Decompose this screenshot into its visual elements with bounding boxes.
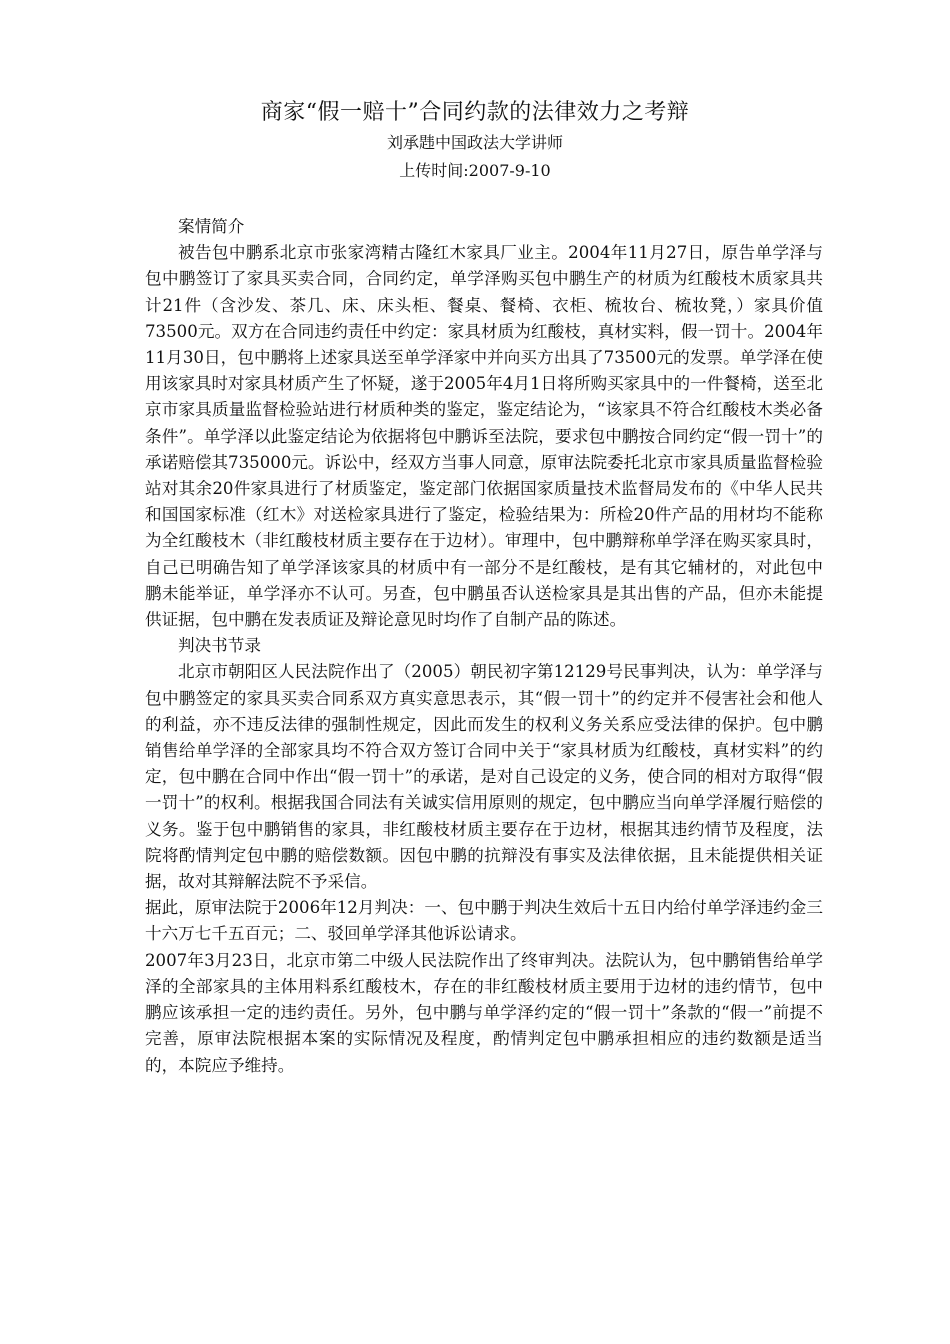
first-instance-ruling-paragraph: 据此，原审法院于2006年12月判决：一、包中鹏于判决生效后十五日内给付单学泽违约金三十六万七千五百元；二、驳回单学泽其他诉讼请求。 [145, 898, 823, 944]
judgment-excerpt-paragraph: 北京市朝阳区人民法院作出了（2005）朝民初字第12129号民事判决，认为：单学泽与包中鹏签定的家具买卖合同系双方真实意思表示，其“假一罚十”的约定并不侵害社会和他人的利益，亦不违反法律的强制性规定，因此而发生的权利义务关系应受法律的保护。包中鹏销售给单学泽的全部家具均不符合双方签订合同中关于“家具材质为红酸枝，真材实料”的约定，包中鹏在合同中作出“假一罚十”的承诺，是对自己设定的义务，使合同的相对方取得“假一罚十”的权利。根据我国合同法有关诚实信用原则的规定，包中鹏应当向单学泽履行赔偿的义务。鉴于包中鹏销售的家具，非红酸枝材质主要存在于边材，根据其违约情节及程度，法院将酌情判定包中鹏的赔偿数额。因包中鹏的抗辩没有事实及法律依据，且未能提供相关证据，故对其辩解法院不予采信。 [145, 662, 823, 892]
document-body [145, 214, 823, 1079]
section-heading-case-summary: 案情简介 [178, 217, 245, 236]
section-heading-judgment-excerpt: 判决书节录 [178, 636, 261, 656]
final-judgment-paragraph: 2007年3月23日，北京市第二中级人民法院作出了终审判决。法院认为，包中鹏销售给单学泽的全部家具的主体用料系红酸枝木，存在的非红酸枝材质主要用于边材的违约情节，包中鹏应该承担一定的违约责任。另外，包中鹏与单学泽约定的“假一罚十”条款的“假一”前提不完善，原审法院根据本案的实际情况及程度，酌情判定包中鹏承担相应的违约数额是适当的，本院应予维持。 [145, 950, 823, 1075]
document-title: 商家“假一赔十”合同约款的法律效力之考辩 [260, 100, 690, 125]
upload-time: 上传时间:2007-9-10 [399, 161, 551, 180]
document-header [0, 96, 950, 184]
author-line: 刘承韪中国政法大学讲师 [386, 133, 563, 152]
case-summary-paragraph: 被告包中鹏系北京市张家湾精古隆红木家具厂业主。2004年11月27日，原告单学泽与包中鹏签订了家具买卖合同，合同约定，单学泽购买包中鹏生产的材质为红酸枝木质家具共计21件（含沙发、茶几、床、床头柜、餐桌、餐椅、衣柜、梳妆台、梳妆凳，）家具价值73500元。双方在合同违约责任中约定：家具材质为红酸枝，真材实料，假一罚十。2004年11月30日，包中鹏将上述家具送至单学泽家中并向买方出具了73500元的发票。单学泽在使用该家具时对家具材质产生了怀疑，遂于2005年4月1日将所购买家具中的一件餐椅，送至北京市家具质量监督检验站进行材质种类的鉴定，鉴定结论为，“该家具不符合红酸枝木类必备条件”。单学泽以此鉴定结论为依据将包中鹏诉至法院，要求包中鹏按合同约定“假一罚十”的承诺赔偿其735000元。诉讼中，经双方当事人同意，原审法院委托北京市家具质量监督检验站对其余20件家具进行了材质鉴定，鉴定部门依据国家质量技术监督局发布的《中华人民共和国国家标准（红木》对送检家具进行了鉴定，检验结果为：所检20件产品的用材均不能称为全红酸枝木（非红酸枝材质主要存在于边材）。审理中，包中鹏辩称单学泽在购买家具时，自己已明确告知了单学泽该家具的材质中有一部分不是红酸枝，是有其它辅材的，对此包中鹏未能举证，单学泽亦不认可。另查，包中鹏虽否认送检家具是其出售的产品，但亦未能提供证据，包中鹏在发表质证及辩论意见时均作了自制产品的陈述。 [145, 243, 823, 630]
